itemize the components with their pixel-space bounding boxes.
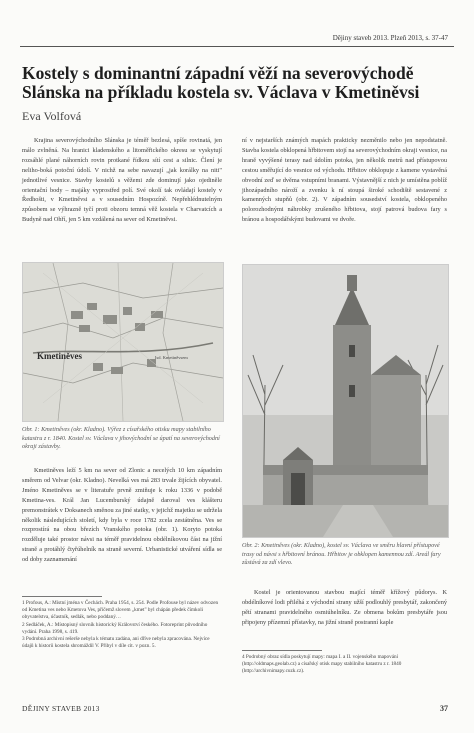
cadastral-map-image xyxy=(23,263,223,421)
column-1-body xyxy=(22,466,222,565)
paragraph: Kmetiněves leží 5 km na sever od Zlonic a necelých 10 km západním směrem od Velvar (okr. Kladno). Nevelká ves má 283 trvale žijících obyvatel. Jméno Kmetiněves se v literatuře prvně zmiňuje k roku 1336 v podobě Kmetina-ves. Král Jan Lucemburský údajně daroval ves klášteru premonstrátek v Doksanech směnou za jiné statky, v jejichž majetku se udržela několik následujících století, kdy byla v roce 1782 zcela zestátněna. Ves se rozprostírá na obou březích Vranského potoka (obr. 1). Koryto potoka rozděluje také prostor návsi na téměř pravidelnou obdélníkovou část na jižní straně a protáhlý čtyřúhelník na straně severní. Urbanistické utváření sídla se od doby zaznamenání xyxy=(22,467,222,564)
map-label-small: Isd. Kmetiněvsem xyxy=(155,355,188,360)
column-2-intro xyxy=(242,136,447,225)
footer-journal: DĚJINY STAVEB 2013 xyxy=(22,704,100,713)
footnote-2: 2 Sedláček, A.: Místopisný slovník historický Království českého. Fotoreprint původního vydání. Praha 1998, s. 419. xyxy=(22,621,208,635)
paragraph: Krajina severovýchodního Slánska je téměř bezlesá, spíše rovinatá, jen málo zvlněná. Na hranici kladenského a litoměřického okresu se vyskytují rozsáhlé plané náhorních rovin protkané řídkou sítí cest a silnic. Člení je neliho-boká potoční údolí. V nichž na sebe navazují „jak korálky na niti" jednotlivé vesnice. Stavby kostelů s věžemi zde dominují jako ojediněle orientační body – majáky vyprostřed polí. Své okolí tak ovládají kostely v Ředhošti, v Kmetiněvsi a v sousedním Hospozíně. Nepřehlédnutelným způsobem se výhrazně tyčí proti obzoru temná věž kostela v Charvatcích a Budyně nad Ohří, jen 5 km vzdálená na sever od Kmetiněvsi. xyxy=(22,137,222,224)
footnote-rule xyxy=(242,650,322,651)
page-number: 37 xyxy=(440,704,448,713)
figure-1-caption: Obr. 1: Kmetiněves (okr. Kladno). Výřez z císařského otisku mapy stabilního katastru z r. 1840. Kostel sv. Václava v jihovýchodní se úpatí na severovýchodní okraji zástavby. xyxy=(22,426,220,451)
footnote-3: 3 Podrobná archivní rešerše nebyla k tématu zadána, ani dříve nebyla zpracována. Nejvíce údajů k historii kostela shromáždil V. Přibyl v díle cit. v pozn. 5. xyxy=(22,636,210,650)
figure-1-map xyxy=(22,262,224,422)
column-1-intro xyxy=(22,136,222,225)
paragraph: ní v nejstarších známých mapách prakticky nezměnilo nebo jen nepodstatně. Stavba kostela obklopená hřbitovem stojí na severovýchodním okraji vesnice, na hraně vyvýšené terasy nad údolím potoka, jen několik metrů nad přístupovou cestou směřující do vesnice od východu. Hřbitov obklopuje z kamene vystavěná obvodní zeď se dvěma vstupními branami. Výstavnější z nich je umístěna poblíž jihozápadního nároží a zvenku k ní stoupá široké schodiště sestavené z kamenných stupňů (obr. 2). V západním sousedství kostela, obklopeného polorozhodnými náhrobky zrušeného hřbitova, stojí patrová budova fary s bránou a hospodářskými budovami ve dvoře. xyxy=(242,137,447,224)
paragraph: Kostel je orientovanou stavbou mající téměř křížový půdorys. K obdélníkové lodi přiléhá z východní strany užší podlouhlý presbytář, zakončený pětí stranami pravidelného osmiúhelníku. Ze obmena bokům presbytáře jsou připojeny přízemní přístavky, na jižní straně postranní kaple xyxy=(242,589,447,626)
running-header: Dějiny staveb 2013. Plzeň 2013, s. 37-47 xyxy=(332,34,448,42)
footnotes-right xyxy=(242,654,447,676)
footnote-1: 1 Profous, A.: Místní jména v Čechách. Praha 1954, s. 254. Podle Profouse byl název odvozen od Kmetina ves nebo Kmetova Ves, přičemž slovem „kmet" byl chápán předek čímkoli obyvatelstva, účastník, sedlák, nebo poddaný… xyxy=(22,600,219,621)
article-author: Eva Volfová xyxy=(22,109,82,123)
figure-2-photo xyxy=(242,264,449,538)
church-photo-image xyxy=(243,265,448,537)
map-label-village: Kmetiněves xyxy=(37,351,82,361)
column-2-body xyxy=(242,588,447,628)
footnotes-left xyxy=(22,600,222,650)
footnote-4: 4 Podrobný obraz sídla poskytují mapy: mapa I. a II. vojenského mapování (http://oldmaps.geolab.cz) a císařský otisk mapy stabilního katastru z r. 1840 (http://archivnimapy.cuzk.cz). xyxy=(242,654,402,675)
footnote-rule xyxy=(22,596,102,597)
header-rule xyxy=(20,46,454,47)
figure-2-caption: Obr. 2: Kmetiněves (okr. Kladno), kostel sv. Václava ve směru hlavní přístupové trasy od návsi s hřbitovní bránou. Hřbitov je obklopen kamennou zdí. Areál fary zůstává za zdí vlevo. xyxy=(242,542,441,567)
article-title: Kostely s dominantní západní věží na severovýchodě Slánska na příkladu kostela sv. Václava v Kmetiněvsi xyxy=(22,63,420,102)
